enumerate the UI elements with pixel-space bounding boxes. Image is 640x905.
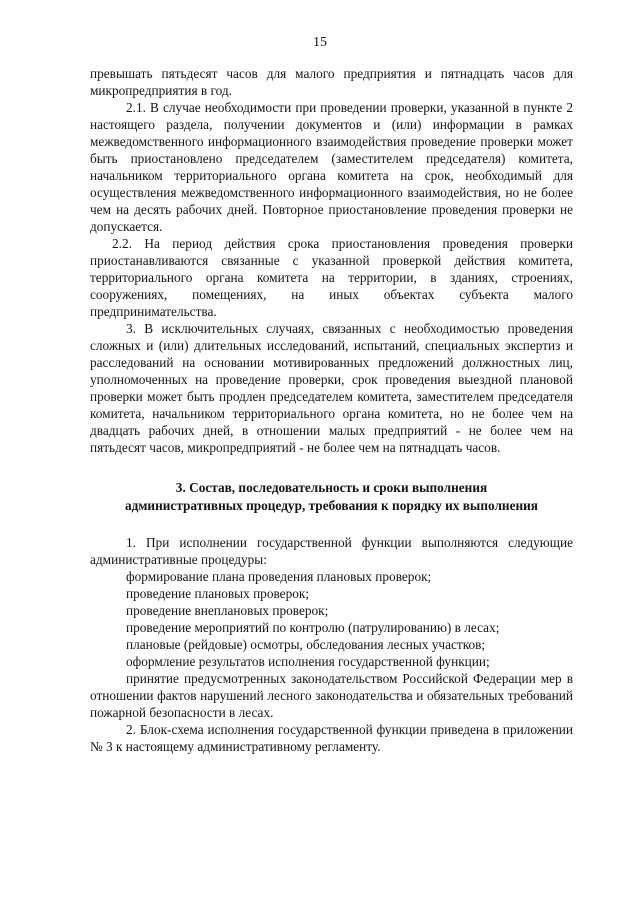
list-item: оформление результатов исполнения государственной функции; <box>126 654 490 669</box>
list-item: проведение плановых проверок; <box>126 586 310 601</box>
list-item: проведение внеплановых проверок; <box>126 603 329 618</box>
paragraph-2-1: 2.1. В случае необходимости при проведении проверки, указанной в пункте 2 настоящего раздела, получении документов и (или) информации в рамках межведомственного информационного взаимодействия проведение проверки может быть приостановлено председателем (заместителем председателя) комитета, начальником территориального органа комитета на срок, необходимый для осуществления межведомственного информационного взаимодействия, но не более чем на десять рабочих дней. Повторное приостановление проведения проверки не допускается. <box>90 100 573 234</box>
section-heading-line-1: 3. Состав, последовательность и сроки выполнения <box>175 480 488 495</box>
list-item: плановые (рейдовые) осмотры, обследования лесных участков; <box>126 637 486 652</box>
paragraph-3: 3. В исключительных случаях, связанных с необходимостью проведения сложных и (или) длительных исследований, испытаний, специальных экспертиз и расследований на основании мотивированных предложений должностных лиц, уполномоченных на проведение проверки, срок проведения выездной плановой проверки может быть продлен председателем комитета, заместителем председателя комитета, начальником территориального органа комитета, но не более чем на двадцать рабочих дней, в отношении малых предприятий - не более чем на пятьдесят часов, микропредприятий - не более чем на пятнадцать часов. <box>90 321 573 455</box>
list-item: формирование плана проведения плановых проверок; <box>126 569 432 584</box>
section-heading-line-2: административных процедур, требования к порядку их выполнения <box>125 498 538 513</box>
paragraph-continuation: превышать пятьдесят часов для малого предприятия и пятнадцать часов для микропредприятия в год. <box>90 66 573 98</box>
section-content <box>90 534 573 755</box>
section-heading <box>90 479 573 515</box>
page-number: 15 <box>313 35 327 50</box>
list-item: проведение мероприятий по контролю (патрулированию) в лесах; <box>126 620 500 635</box>
list-item: принятие предусмотренных законодательством Российской Федерации мер в отношении фактов нарушений лесного законодательства и обязательных требований пожарной безопасности в лесах. <box>90 671 573 720</box>
section-closing: 2. Блок-схема исполнения государственной функции приведена в приложении № 3 к настоящему административному регламенту. <box>90 722 573 754</box>
paragraph-2-2: 2.2. На период действия срока приостановления проведения проверки приостанавливаются связанные с указанной проверкой действия комитета, территориального органа комитета на территории, в зданиях, строениях, сооружениях, помещениях, на иных объектах субъекта малого предпринимательства. <box>90 236 573 319</box>
document-body <box>90 65 573 755</box>
section-intro: 1. При исполнении государственной функции выполняются следующие административные процедуры: <box>90 535 573 567</box>
